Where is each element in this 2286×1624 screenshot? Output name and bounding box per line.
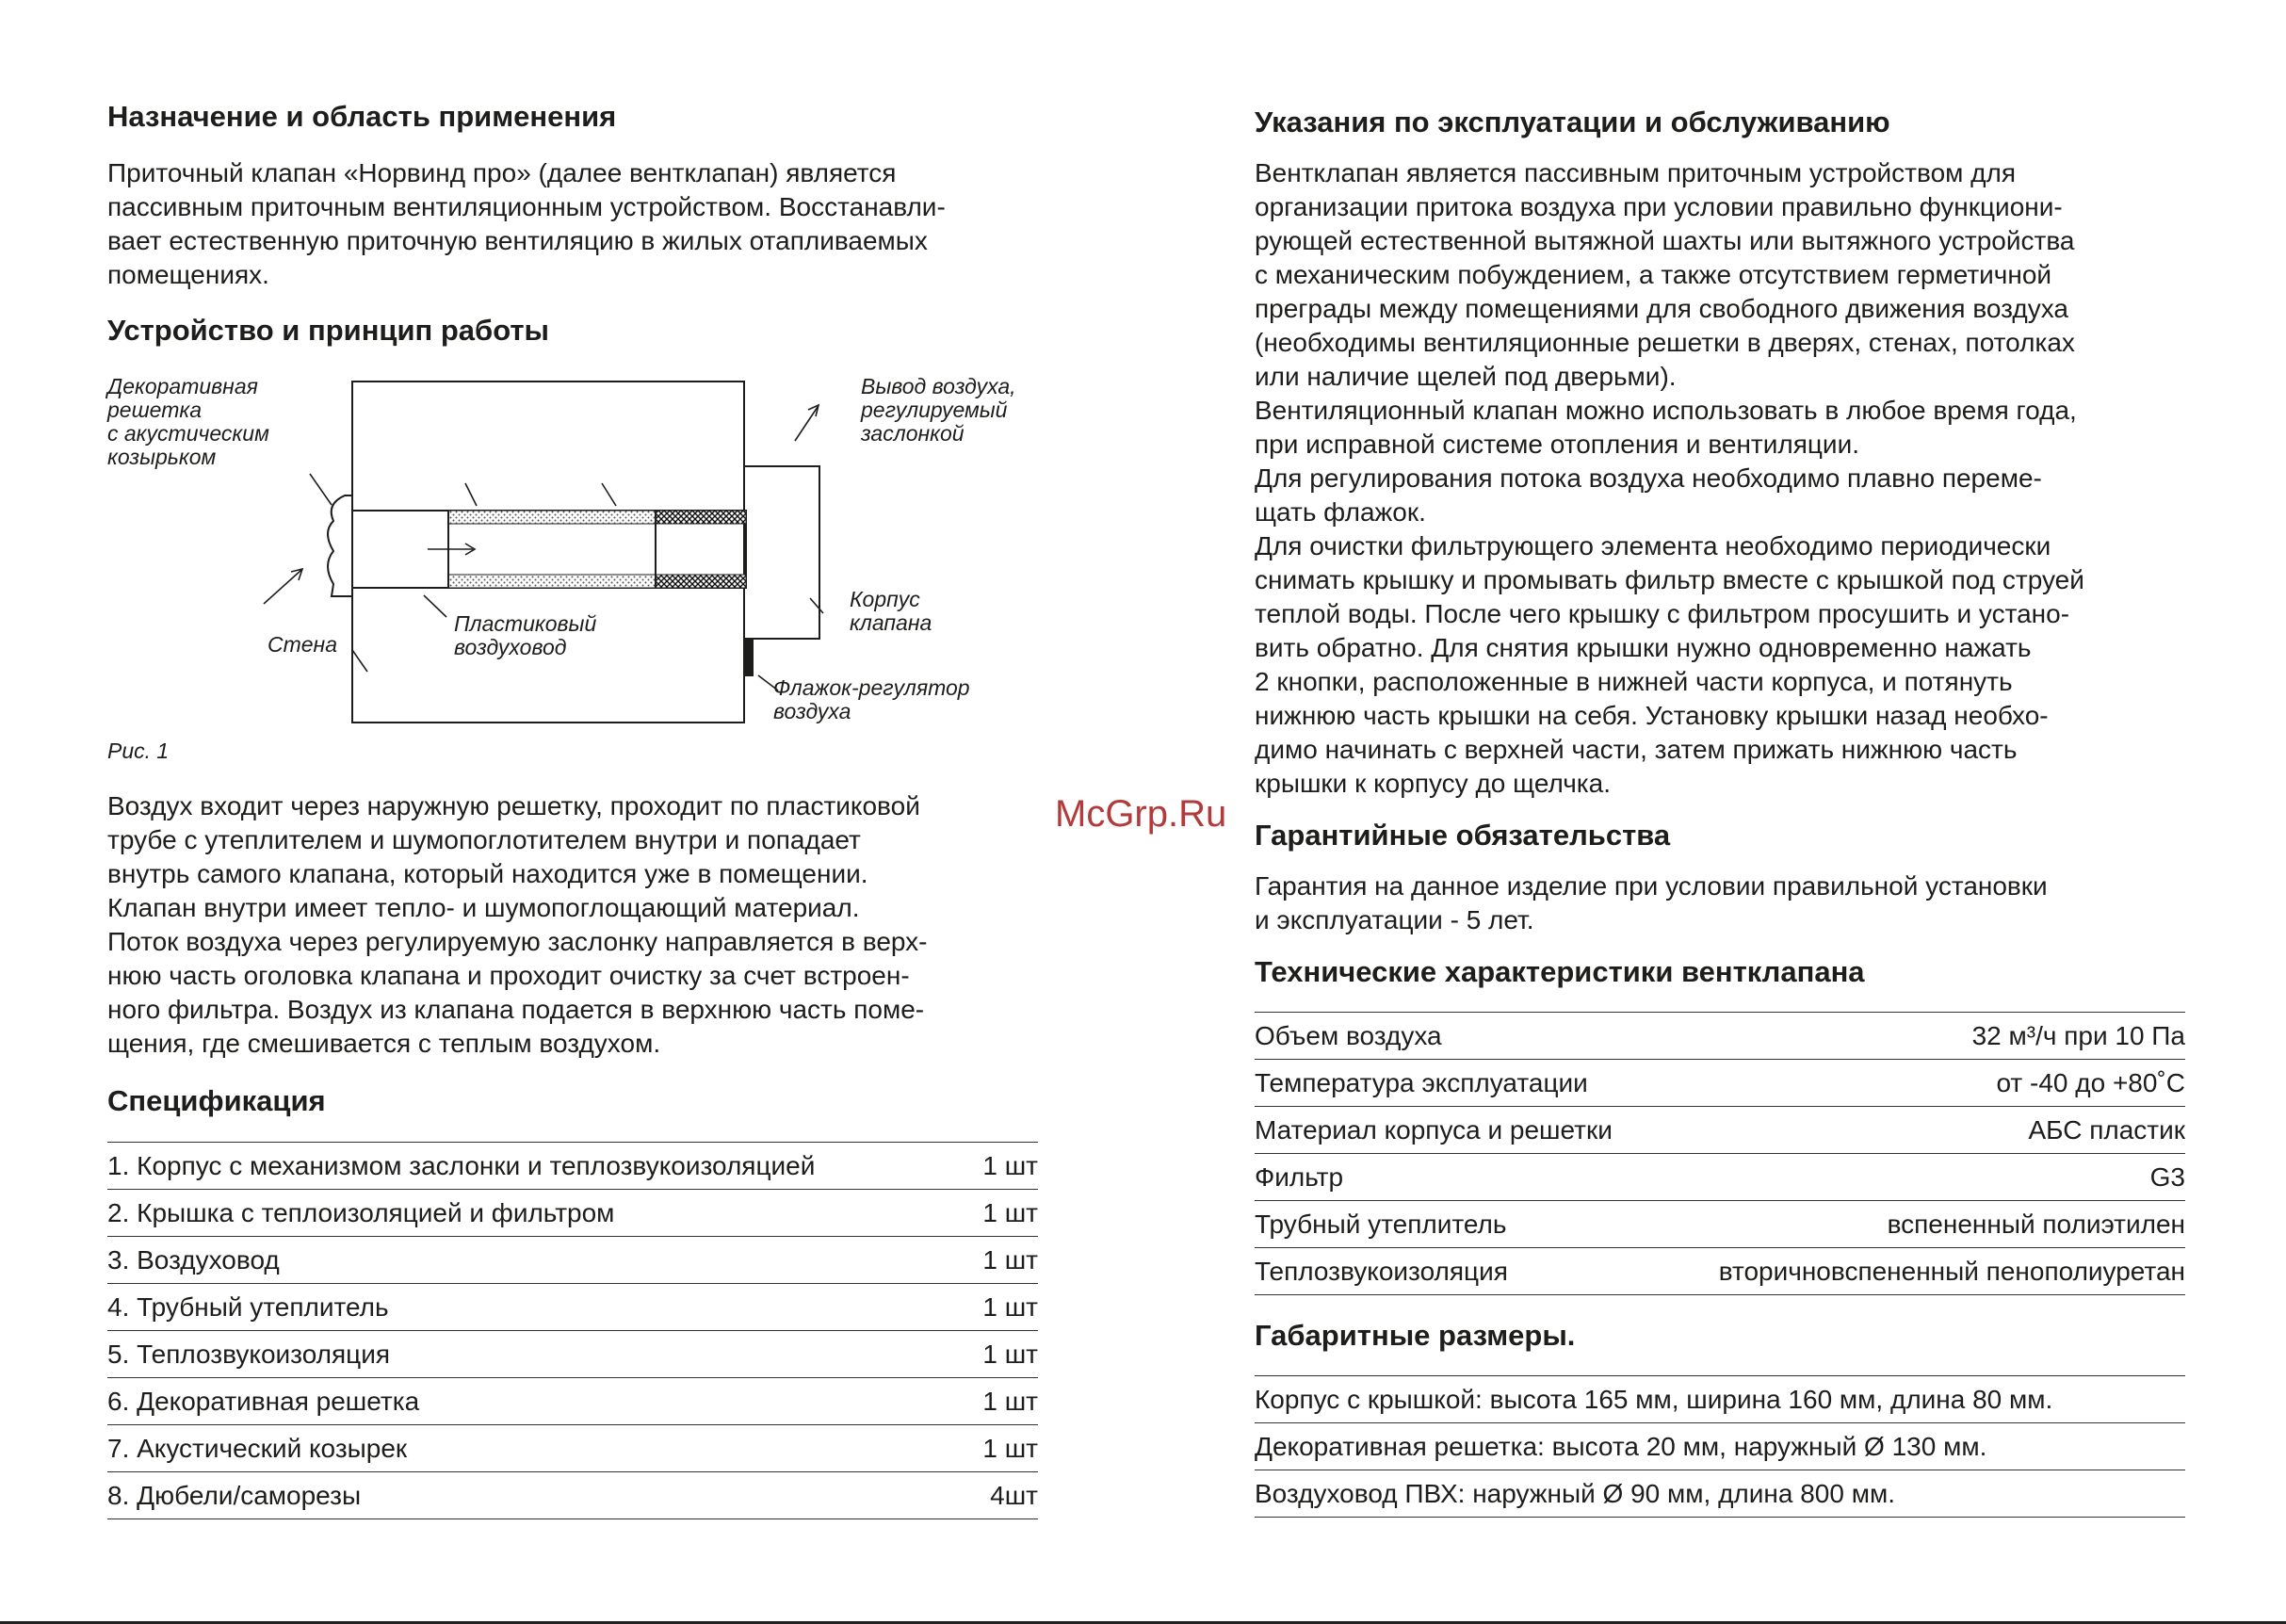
label-outlet: Вывод воздуха, регулируемый заслонкой (861, 374, 1016, 446)
dimension-text: Корпус с крышкой: высота 165 мм, ширина 160 мм, длина 80 мм. (1255, 1376, 2185, 1423)
dims-table (1255, 1375, 2185, 1518)
table-row (1255, 1013, 2185, 1060)
tech-param-value: вторичновспененный пенополиуретан (1659, 1248, 2185, 1295)
label-grille: Декоративная решетка с акустическим козырьком (107, 374, 269, 469)
tech-param-name: Трубный утеплитель (1255, 1201, 1659, 1248)
valve-body-shape (744, 466, 819, 639)
insulation-bottom (448, 575, 656, 588)
table-row (107, 1378, 1038, 1425)
tech-param-name: Температура эксплуатации (1255, 1060, 1659, 1107)
spec-item-qty: 1 шт (970, 1425, 1038, 1472)
grille-shape (328, 495, 352, 596)
table-row (107, 1331, 1038, 1378)
table-row (1255, 1248, 2185, 1295)
spec-item-name: 5. Теплозвукоизоляция (107, 1331, 970, 1378)
label-body: Корпус клапана (850, 587, 932, 635)
dimension-text: Воздуховод ПВХ: наружный Ø 90 мм, длина 800 мм. (1255, 1470, 2185, 1518)
spec-item-name: 2. Крышка с теплоизоляцией и фильтром (107, 1190, 970, 1237)
absorber-bottom (656, 575, 746, 588)
table-row (1255, 1154, 2185, 1201)
spec-item-name: 4. Трубный утеплитель (107, 1284, 970, 1331)
watermark-text: McGrp.Ru (1055, 793, 1227, 835)
spec-item-name: 6. Декоративная решетка (107, 1378, 970, 1425)
usage-heading: Указания по эксплуатации и обслуживанию (1255, 106, 1890, 138)
table-row (1255, 1107, 2185, 1154)
tech-param-name: Объем воздуха (1255, 1013, 1659, 1060)
spec-item-qty: 1 шт (970, 1237, 1038, 1284)
table-row (107, 1425, 1038, 1472)
insulation-top (448, 511, 656, 524)
tech-param-value: от -40 до +80˚С (1659, 1060, 2185, 1107)
table-row (107, 1237, 1038, 1284)
spec-item-qty: 1 шт (970, 1143, 1038, 1190)
spec-item-name: 8. Дюбели/саморезы (107, 1472, 970, 1519)
spec-table (107, 1142, 1038, 1519)
spec-item-qty: 1 шт (970, 1378, 1038, 1425)
spec-item-name: 1. Корпус с механизмом заслонки и теплозвукоизоляцией (107, 1143, 970, 1190)
spec-item-qty: 1 шт (970, 1331, 1038, 1378)
tech-table (1255, 1012, 2185, 1295)
spec-item-qty: 4шт (970, 1472, 1038, 1519)
table-row (1255, 1423, 2185, 1470)
table-row (1255, 1376, 2185, 1423)
wall-shape (352, 382, 744, 723)
tech-param-name: Теплозвукоизоляция (1255, 1248, 1659, 1295)
usage-text: Вентклапан является пассивным приточным устройством для организации притока воздуха при условии правильно функциони- рующей естественной вытяжной шахты или вытяжного устройства с механическим побуждением, а также отсутствием герметичной преграды между помещениями для свободного движения воздуха (необходимы вентиляционные решетки в дверях, стенах, потолках или наличие щелей под дверьми). Вентиляционный клапан можно использовать в любое время года, при исправной системе отопления и вентиляции. Для регулирования потока воздуха необходимо плавно переме- щать флажок. Для очистки фильтрующего элемента необходимо периодически снимать крышку и промывать фильтр вместе с крышкой под струей теплой воды. После чего крышку с фильтром просушить и устано- вить обратно. Для снятия крышки нужно одновременно нажать 2 кнопки, расположенные в нижней части корпуса, и потянуть нижнюю часть крышки на себя. Установку крышки назад необхо- димо начинать с верхней части, затем прижать нижнюю часть крышки к корпусу до щелчка. (1255, 158, 2084, 798)
table-row (107, 1190, 1038, 1237)
flag-regulator-shape (744, 639, 754, 676)
device-text: Воздух входит через наружную решетку, проходит по пластиковой трубе с утеплителем и шумопоглотителем внутри и попадает внутрь самого клапана, который находится уже в помещении. Клапан внутри имеет тепло- и шумопоглощающий материал. Поток воздуха через регулируемую заслонку направляется в верх- нюю часть оголовка клапана и проходит очистку за счет встроен- ного фильтра. Воздух из клапана подается в верхнюю часть поме- щения, где смешивается с теплым воздухом. (107, 791, 928, 1058)
device-heading: Устройство и принцип работы (107, 314, 550, 347)
spec-heading: Спецификация (107, 1084, 326, 1117)
spec-item-qty: 1 шт (970, 1284, 1038, 1331)
figure-caption: Рис. 1 (107, 739, 170, 763)
tech-param-name: Фильтр (1255, 1154, 1659, 1201)
tech-param-value: G3 (1659, 1154, 2185, 1201)
label-wall: Стена (268, 632, 338, 657)
tech-param-name: Материал корпуса и решетки (1255, 1107, 1659, 1154)
warranty-text: Гарантия на данное изделие при условии правильной установки и эксплуатации - 5 лет. (1255, 871, 2048, 934)
absorber-top (656, 511, 746, 524)
tech-param-value: АБС пластик (1659, 1107, 2185, 1154)
tech-param-value: 32 м³/ч при 10 Па (1659, 1013, 2185, 1060)
dims-heading: Габаритные размеры. (1255, 1319, 1576, 1352)
label-duct: Пластиковый воздуховод (454, 611, 597, 659)
table-row (107, 1143, 1038, 1190)
table-row (1255, 1470, 2185, 1518)
table-row (107, 1472, 1038, 1519)
warranty-heading: Гарантийные обязательства (1255, 819, 1671, 852)
dimension-text: Декоративная решетка: высота 20 мм, наружный Ø 130 мм. (1255, 1423, 2185, 1470)
spec-item-name: 3. Воздуховод (107, 1237, 970, 1284)
purpose-text: Приточный клапан «Норвинд про» (далее вентклапан) является пассивным приточным вентиляционным устройством. Восстанавли- вает естественную приточную вентиляцию в жилых отапливаемых помещениях. (107, 158, 946, 289)
spec-item-qty: 1 шт (970, 1190, 1038, 1237)
label-flag: Флажок-регулятор воздуха (773, 675, 970, 723)
table-row (107, 1284, 1038, 1331)
tech-param-value: вспененный полиэтилен (1659, 1201, 2185, 1248)
spec-item-name: 7. Акустический козырек (107, 1425, 970, 1472)
table-row (1255, 1201, 2185, 1248)
table-row (1255, 1060, 2185, 1107)
purpose-heading: Назначение и область применения (107, 100, 617, 133)
tech-heading: Технические характеристики вентклапана (1255, 955, 1865, 988)
